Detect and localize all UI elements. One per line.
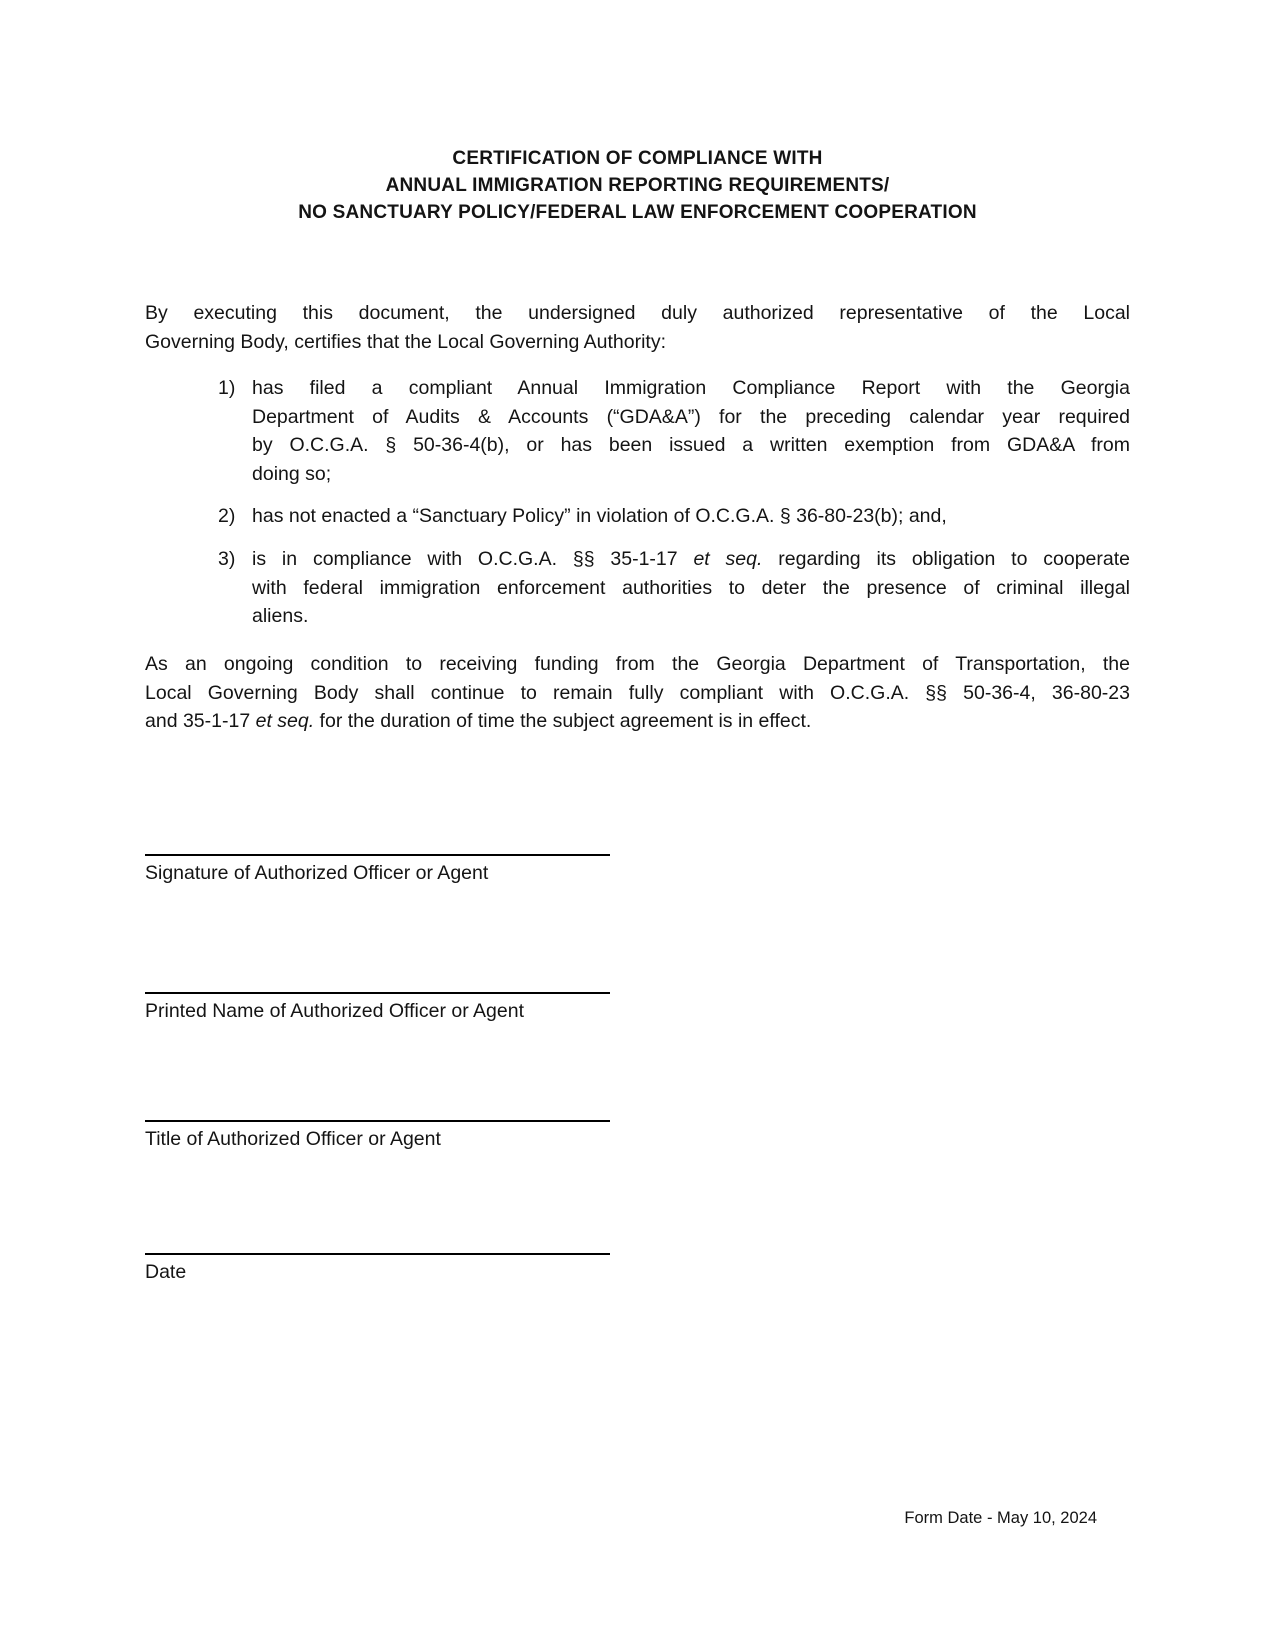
list-item-text <box>252 502 1130 531</box>
closing-paragraph <box>145 650 1130 736</box>
title-of-officer-line <box>145 1120 610 1122</box>
title-of-officer-block <box>145 1120 610 1153</box>
list-item-number: 3) <box>218 548 236 570</box>
list-item-number: 2) <box>218 505 236 527</box>
list-item-3 <box>218 545 1130 631</box>
signature-label: Signature of Authorized Officer or Agent <box>145 862 489 884</box>
document-title <box>0 145 1275 226</box>
printed-name-block <box>145 992 610 1025</box>
list-item-2 <box>218 502 1130 531</box>
title-line-3: NO SANCTUARY POLICY/FEDERAL LAW ENFORCEMENT COOPERATION <box>298 202 977 223</box>
signature-block <box>145 854 610 887</box>
list-item-text <box>252 374 1130 488</box>
printed-name-label: Printed Name of Authorized Officer or Agent <box>145 1000 525 1022</box>
text-line: doing so; <box>252 462 332 485</box>
text-line: with federal immigration enforcement authorities to deter the presence of criminal illegal <box>252 576 1130 599</box>
text-line: As an ongoing condition to receiving funding from the Georgia Department of Transportation, the <box>145 653 1130 675</box>
date-label: Date <box>145 1261 187 1283</box>
list-item-number: 1) <box>218 377 236 399</box>
list-item-text <box>252 545 1130 631</box>
text-line: has filed a compliant Annual Immigration Compliance Report with the Georgia <box>252 377 1130 399</box>
text-line: By executing this document, the undersigned duly authorized representative of the Local <box>145 302 1130 324</box>
text-line: and 35-1-17 et seq. for the duration of time the subject agreement is in effect. <box>145 710 812 732</box>
text-line: Department of Audits & Accounts (“GDA&A”) for the preceding calendar year required <box>252 405 1130 428</box>
text-line: Local Governing Body shall continue to remain fully compliant with O.C.G.A. §§ 50-36-4, 36-80-23 <box>145 681 1130 704</box>
title-line-2: ANNUAL IMMIGRATION REPORTING REQUIREMENTS/ <box>385 175 890 196</box>
date-block <box>145 1253 610 1286</box>
signature-line <box>145 854 610 856</box>
text-line: Governing Body, certifies that the Local Governing Authority: <box>145 330 667 353</box>
text-line: has not enacted a “Sanctuary Policy” in violation of O.C.G.A. § 36-80-23(b); and, <box>252 505 947 527</box>
text-line: aliens. <box>252 605 309 627</box>
form-date-footer: Form Date - May 10, 2024 <box>904 1509 1097 1527</box>
list-item-1 <box>218 374 1130 488</box>
text-line: is in compliance with O.C.G.A. §§ 35-1-17 et seq. regarding its obligation to cooperate <box>252 548 1130 570</box>
intro-paragraph <box>145 299 1130 356</box>
title-line-1: CERTIFICATION OF COMPLIANCE WITH <box>452 148 823 169</box>
title-of-officer-label: Title of Authorized Officer or Agent <box>145 1128 441 1150</box>
date-line <box>145 1253 610 1255</box>
text-line: by O.C.G.A. § 50-36-4(b), or has been issued a written exemption from GDA&A from <box>252 434 1130 456</box>
printed-name-line <box>145 992 610 994</box>
